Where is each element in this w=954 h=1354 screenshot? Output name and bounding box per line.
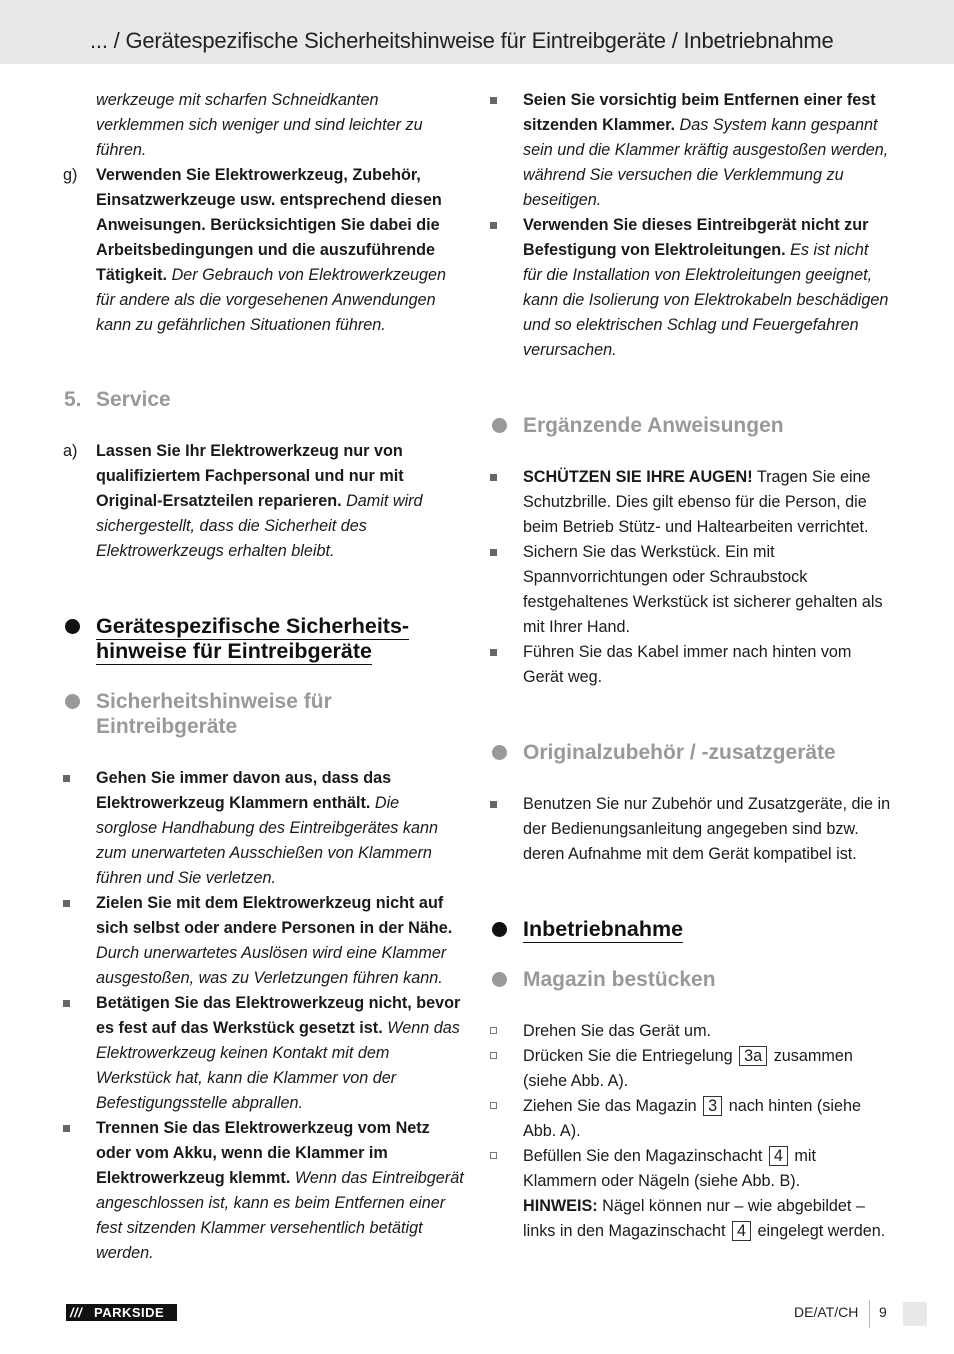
part-reference: 4 — [732, 1221, 751, 1241]
safety-bullet-list — [96, 766, 464, 1266]
square-bullet — [490, 97, 497, 104]
heading-zubehoer — [523, 740, 891, 765]
square-bullet — [490, 222, 497, 229]
heading-text: Inbetriebnahme — [523, 917, 684, 941]
heading-magazin — [523, 967, 891, 992]
page-number: 9 — [879, 1304, 887, 1320]
square-bullet — [490, 549, 497, 556]
step-item — [523, 1044, 891, 1094]
logo-text: PARKSIDE — [94, 1305, 165, 1320]
bullet-italic: Das System kann gespannt sein und die Klammer kräftig ausgestoßen werden, während Sie versuchen die Verklemmung zu beseitigen. — [523, 116, 889, 209]
bullet-item — [523, 640, 891, 690]
bullet-item — [96, 1116, 464, 1266]
part-reference: 3 — [703, 1096, 722, 1116]
step-text: Ziehen Sie das Magazin — [523, 1097, 697, 1115]
main-heading — [96, 614, 464, 664]
bullet-italic: Wenn das Eintreibgerät angeschlossen ist, kann es beim Entfernen einer fest sitzenden Klammer versehentlich betätigt werden. — [96, 1169, 464, 1262]
heading-inbetriebnahme — [523, 917, 891, 942]
main-heading-text: Gerätespezifische Sicherheits-hinweise für Eintreibgeräte — [96, 614, 410, 663]
bullet-item — [523, 465, 891, 540]
bullet-item — [96, 991, 464, 1116]
step-text: Befüllen Sie den Magazinschacht — [523, 1147, 763, 1165]
step-item — [523, 1094, 891, 1144]
item-bold: Verwenden Sie Elektrowerkzeug, Zubehör, Einsatzwerkzeuge usw. entsprechend diesen Anweisungen. Berücksichtigen Sie dabei die Arbeitsbedingungen und die auszuführende Tätigkeit. — [96, 166, 442, 284]
bullet-italic: Durch unerwartetes Auslösen wird eine Klammer ausgestoßen, was zu Verletzungen führen kann. — [96, 944, 447, 987]
step-item — [523, 1144, 891, 1194]
bullet-bold: Zielen Sie mit dem Elektrowerkzeug nicht auf sich selbst oder andere Personen in der Nähe. — [96, 894, 453, 937]
note-label: HINWEIS: — [523, 1197, 598, 1215]
bullet-dot — [65, 619, 80, 634]
bullet-dot — [492, 418, 507, 433]
part-reference: 4 — [769, 1146, 788, 1166]
heading-text: Originalzubehör / -zusatzgeräte — [523, 741, 836, 764]
bullet-bold: Trennen Sie das Elektrowerkzeug vom Netz oder vom Akku, wenn die Klammer im Elektrowerkzeug klemmt. — [96, 1119, 430, 1187]
heading-text: Ergänzende Anweisungen — [523, 414, 784, 437]
heading-ergaenzend — [523, 413, 891, 438]
square-bullet — [63, 900, 70, 907]
square-bullet — [490, 474, 497, 481]
note-text-end: eingelegt werden. — [757, 1222, 886, 1240]
bullet-bold: Seien Sie vorsichtig beim Entfernen einer fest sitzenden Klammer. — [523, 91, 876, 134]
checkbox-bullet — [490, 1152, 497, 1159]
item-bold: Lassen Sie Ihr Elektrowerkzeug nur von qualifiziertem Fachpersonal und nur mit Original-Ersatzteilen reparieren. — [96, 442, 404, 510]
checkbox-bullet — [490, 1052, 497, 1059]
left-column — [63, 88, 464, 1266]
additional-instructions-list — [523, 465, 891, 690]
part-reference: 3a — [739, 1046, 767, 1066]
bullet-item — [96, 766, 464, 891]
bullet-italic: Die sorglose Handhabung des Eintreibgerätes kann zum unerwarteten Ausschießen von Klammern führen und Sie verletzen. — [96, 794, 438, 887]
note — [523, 1194, 891, 1244]
item-italic: Damit wird sichergestellt, dass die Sicherheit des Elektrowerkzeugs erhalten bleibt. — [96, 492, 423, 560]
item-label: g) — [63, 166, 78, 184]
checkbox-bullet — [490, 1102, 497, 1109]
bullet-bold: SCHÜTZEN SIE IHRE AUGEN! — [523, 468, 753, 486]
bullet-item — [523, 213, 891, 363]
item-g — [63, 163, 464, 338]
sub-heading — [96, 689, 464, 739]
continued-text: werkzeuge mit scharfen Schneidkanten verklemmen sich weniger und sind leichter zu führen. — [96, 91, 423, 159]
bullet-text: Sichern Sie das Werkstück. Ein mit Spannvorrichtungen oder Schraubstock festgehaltenes Werkstück ist sicherer gehalten als mit Ihrer Hand. — [523, 543, 883, 636]
page-title: ... / Gerätespezifische Sicherheitshinweise für Eintreibgeräte / Inbetriebnahme — [90, 28, 834, 53]
item-text: Benutzen Sie nur Zubehör und Zusatzgeräte, die in der Bedienungsanleitung angegeben sind bzw. deren Aufnahme mit dem Gerät kompatibel ist. — [523, 795, 891, 863]
step-text: Drehen Sie das Gerät um. — [523, 1022, 712, 1040]
language-code: DE/AT/CH — [794, 1304, 859, 1320]
step-list — [523, 1019, 891, 1194]
step-item — [523, 1019, 891, 1044]
bullet-text: Tragen Sie eine Schutzbrille. Dies gilt ebenso für die Person, die beim Betrieb Stütz- und Haltearbeiten verrichtet. — [523, 468, 871, 536]
sub-heading-text: Sicherheitshinweise für Eintreibgeräte — [96, 690, 332, 738]
footer-divider — [869, 1300, 870, 1328]
item-label: a) — [63, 442, 78, 460]
square-bullet — [490, 649, 497, 656]
section-title: Service — [96, 388, 171, 411]
step-text-end: nach hinten (siehe Abb. A). — [523, 1097, 861, 1140]
page-header — [0, 0, 954, 64]
step-text: Drücken Sie die Entriegelung — [523, 1047, 733, 1065]
item-italic: Der Gebrauch von Elektrowerkzeugen für andere als die vorgesehenen Anwendungen kann zu gefährlichen Situationen führen. — [96, 266, 446, 334]
square-bullet — [63, 1000, 70, 1007]
bullet-dot — [492, 745, 507, 760]
note-text: Nägel können nur – wie abgebildet – links in den Magazinschacht — [523, 1197, 865, 1240]
bullet-item — [96, 891, 464, 991]
right-column — [523, 88, 891, 1244]
bullet-bold: Betätigen Sie das Elektrowerkzeug nicht, bevor es fest auf das Werkstück gesetzt ist. — [96, 994, 461, 1037]
logo-slashes: /// — [70, 1305, 83, 1320]
bullet-dot — [492, 972, 507, 987]
section-heading-service — [64, 387, 464, 412]
square-bullet — [63, 775, 70, 782]
section-number: 5. — [64, 388, 82, 411]
bullet-italic: Wenn das Elektrowerkzeug keinen Kontakt mit dem Werkstück hat, kann die Klammer von der Befestigungsstelle abprallen. — [96, 1019, 460, 1112]
checkbox-bullet — [490, 1027, 497, 1034]
bullet-dot — [492, 922, 507, 937]
step-text-end: mit Klammern oder Nägeln (siehe Abb. B). — [523, 1147, 816, 1190]
brand-logo — [66, 1304, 177, 1321]
bullet-italic: Es ist nicht für die Installation von Elektroleitungen geeignet, kann die Isolierung von Elektrokabeln beschädigen und so elektrischen Schlag und Feuergefahren verursachen. — [523, 241, 889, 359]
bullet-dot — [65, 694, 80, 709]
bullet-item — [523, 540, 891, 640]
footer-marker — [903, 1302, 927, 1326]
accessory-item — [523, 792, 891, 867]
square-bullet — [63, 1125, 70, 1132]
bullet-bold: Verwenden Sie dieses Eintreibgerät nicht zur Befestigung von Elektroleitungen. — [523, 216, 869, 259]
heading-text: Magazin bestücken — [523, 968, 716, 991]
square-bullet — [490, 801, 497, 808]
item-a — [63, 439, 464, 564]
bullet-bold: Gehen Sie immer davon aus, dass das Elektrowerkzeug Klammern enthält. — [96, 769, 392, 812]
bullet-text: Führen Sie das Kabel immer nach hinten vom Gerät weg. — [523, 643, 852, 686]
bullet-item — [523, 88, 891, 213]
safety-bullet-list-continued — [523, 88, 891, 363]
step-text-end: zusammen (siehe Abb. A). — [523, 1047, 853, 1090]
